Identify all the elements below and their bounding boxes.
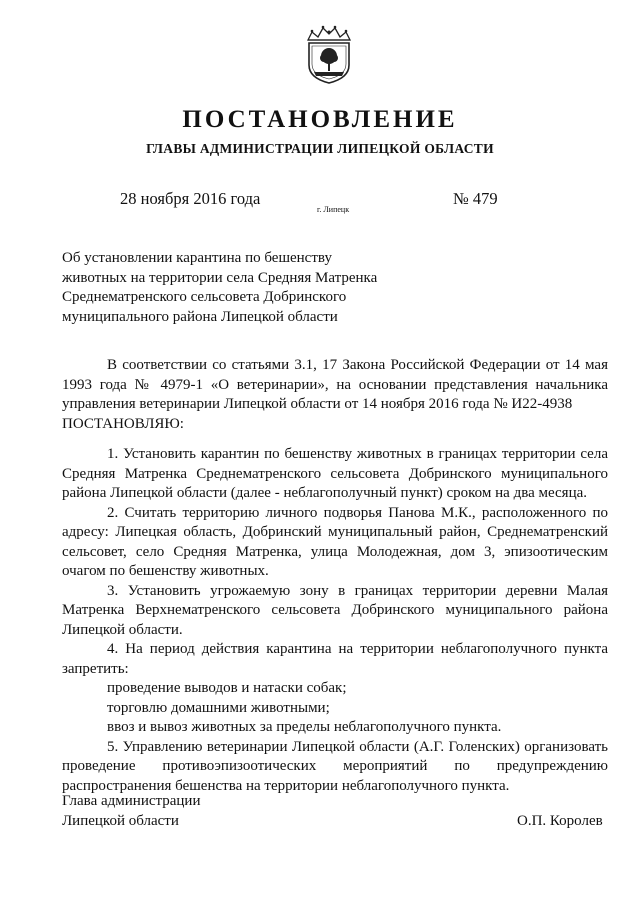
signatory-name: О.П. Королев	[517, 813, 603, 829]
document-date: 28 ноября 2016 года	[120, 189, 261, 208]
subject-line: животных на территории села Средняя Матренка	[62, 269, 378, 286]
document-body	[62, 356, 608, 796]
signatory-position-line: Липецкой области	[62, 813, 179, 829]
subject-line: Среднематренского сельсовета Добринского	[62, 289, 347, 305]
coat-of-arms-icon	[302, 20, 356, 86]
item-5: 5. Управлению ветеринарии Липецкой области (А.Г. Голенских) организовать проведение противоэпизоотических мероприятий по предупреждению распространения бешенства на территории неблагополучного пункта.	[62, 738, 608, 794]
document-number: № 479	[453, 189, 498, 208]
item-4: 4. На период действия карантина на территории неблагополучного пункта запретить:	[62, 641, 608, 677]
item-4-subitem: проведение выводов и натаски собак;	[107, 680, 347, 696]
document-subtitle: ГЛАВЫ АДМИНИСТРАЦИИ ЛИПЕЦКОЙ ОБЛАСТИ	[146, 141, 494, 156]
item-1: 1. Установить карантин по бешенству животных в границах территории села Средняя Матренка Среднематренского сельсовета Добринского муниципального района Липецкой области (далее - неблагополучный пункт) сроком на два месяца.	[62, 446, 608, 501]
subject-line: муниципального района Липецкой области	[62, 308, 338, 325]
document-title: ПОСТАНОВЛЕНИЕ	[182, 106, 458, 133]
item-4-subitem: ввоз и вывоз животных за пределы неблагополучного пункта.	[107, 719, 502, 735]
document-city: г. Липецк	[317, 205, 350, 214]
signatory-position-line: Глава администрации	[62, 793, 201, 809]
subject-line: Об установлении карантина по бешенству	[62, 250, 332, 266]
signatory-position	[62, 791, 200, 831]
item-2: 2. Считать территорию личного подворья Панова М.К., расположенного по адресу: Липецкая область, Добринский муниципальный район, Среднематренский сельсовет, село Средняя Матренка, улица Молодежная, дом 3, эпизоотическим очагом по бешенству животных.	[62, 504, 608, 579]
intro-paragraph: В соответствии со статьями 3.1, 17 Закона Российской Федерации от 14 мая 1993 года № 4979-1 «О ветеринарии», на основании представления начальника управления ветеринарии Липецкой области от 14 ноября 2016 года № И22-4938	[62, 357, 608, 412]
item-4-subitem: торговлю домашними животными;	[107, 699, 330, 716]
item-3: 3. Установить угрожаемую зону в границах территории деревни Малая Матренка Верхнематренского сельсовета Добринского муниципального района Липецкой области.	[62, 582, 608, 638]
decree-heading: ПОСТАНОВЛЯЮ:	[62, 415, 184, 432]
document-subject	[62, 249, 392, 327]
